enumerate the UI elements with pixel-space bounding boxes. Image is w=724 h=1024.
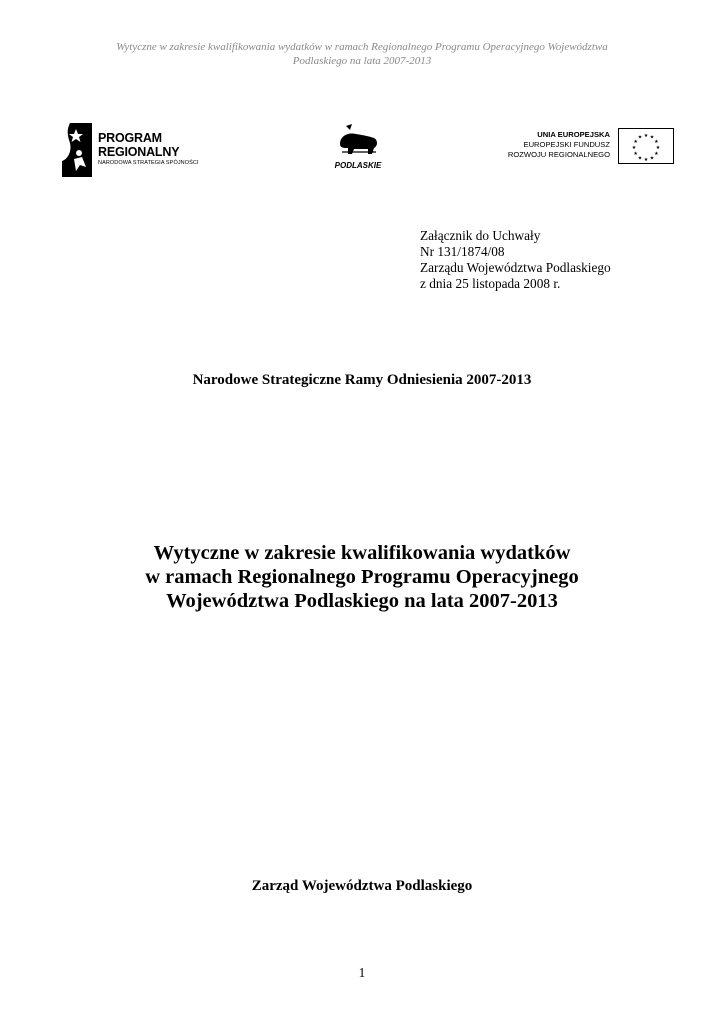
bison-icon (336, 122, 380, 158)
svg-text:★: ★ (655, 145, 661, 151)
svg-text:★: ★ (643, 157, 649, 163)
eu-flag-icon (618, 128, 674, 164)
program-regionalny-title: PROGRAM REGIONALNY (98, 131, 180, 159)
annex-line2: Nr 131/1874/08 (420, 244, 505, 259)
running-header-line1: Wytyczne w zakresie kwalifikowania wydatków w ramach Regionalnego Programu Operacyjnego Województwa (116, 41, 608, 53)
eu-line3: ROZWOJU REGIONALNEGO (507, 150, 610, 159)
svg-text:★: ★ (631, 145, 637, 151)
svg-text:★: ★ (649, 155, 655, 162)
svg-text:★: ★ (654, 139, 659, 145)
eu-line2: EUROPEJSKI FUNDUSZ (523, 140, 610, 149)
annex-line4: z dnia 25 listopada 2008 r. (420, 276, 561, 291)
svg-text:★: ★ (643, 133, 649, 139)
svg-text:★: ★ (637, 134, 643, 141)
document-title-line2: w ramach Regionalnego Programu Operacyjnego (145, 566, 579, 588)
program-regionalny-icon (62, 121, 92, 177)
podlaskie-logo (328, 122, 388, 172)
annex-line1: Załącznik do Uchwały (420, 228, 541, 243)
nsro-title: Narodowe Strategiczne Ramy Odniesienia 2007-2013 (192, 372, 532, 388)
annex-line3: Zarządu Województwa Podlaskiego (420, 260, 611, 275)
annex-note (420, 228, 611, 292)
document-title-line3: Województwa Podlaskiego na lata 2007-2013 (166, 590, 558, 612)
page-number: 1 (358, 965, 366, 980)
running-header (60, 40, 664, 68)
eu-logo (470, 128, 674, 166)
document-title-line1: Wytyczne w zakresie kwalifikowania wydatków (153, 542, 571, 564)
svg-text:★: ★ (654, 151, 659, 157)
program-regionalny-subtitle: NARODOWA STRATEGIA SPÓJNOŚCI (98, 160, 199, 166)
document-title (0, 541, 724, 613)
svg-text:★: ★ (637, 155, 643, 162)
issuing-board: Zarząd Województwa Podlaskiego (251, 878, 473, 894)
program-regionalny-logo (62, 120, 242, 178)
svg-text:★: ★ (649, 134, 655, 141)
svg-text:★: ★ (633, 139, 638, 145)
running-header-line2: Podlaskiego na lata 2007-2013 (292, 55, 432, 67)
svg-text:★: ★ (633, 151, 638, 157)
eu-line1: UNIA EUROPEJSKA (537, 130, 610, 139)
podlaskie-text: PODLASKIE (334, 161, 382, 170)
